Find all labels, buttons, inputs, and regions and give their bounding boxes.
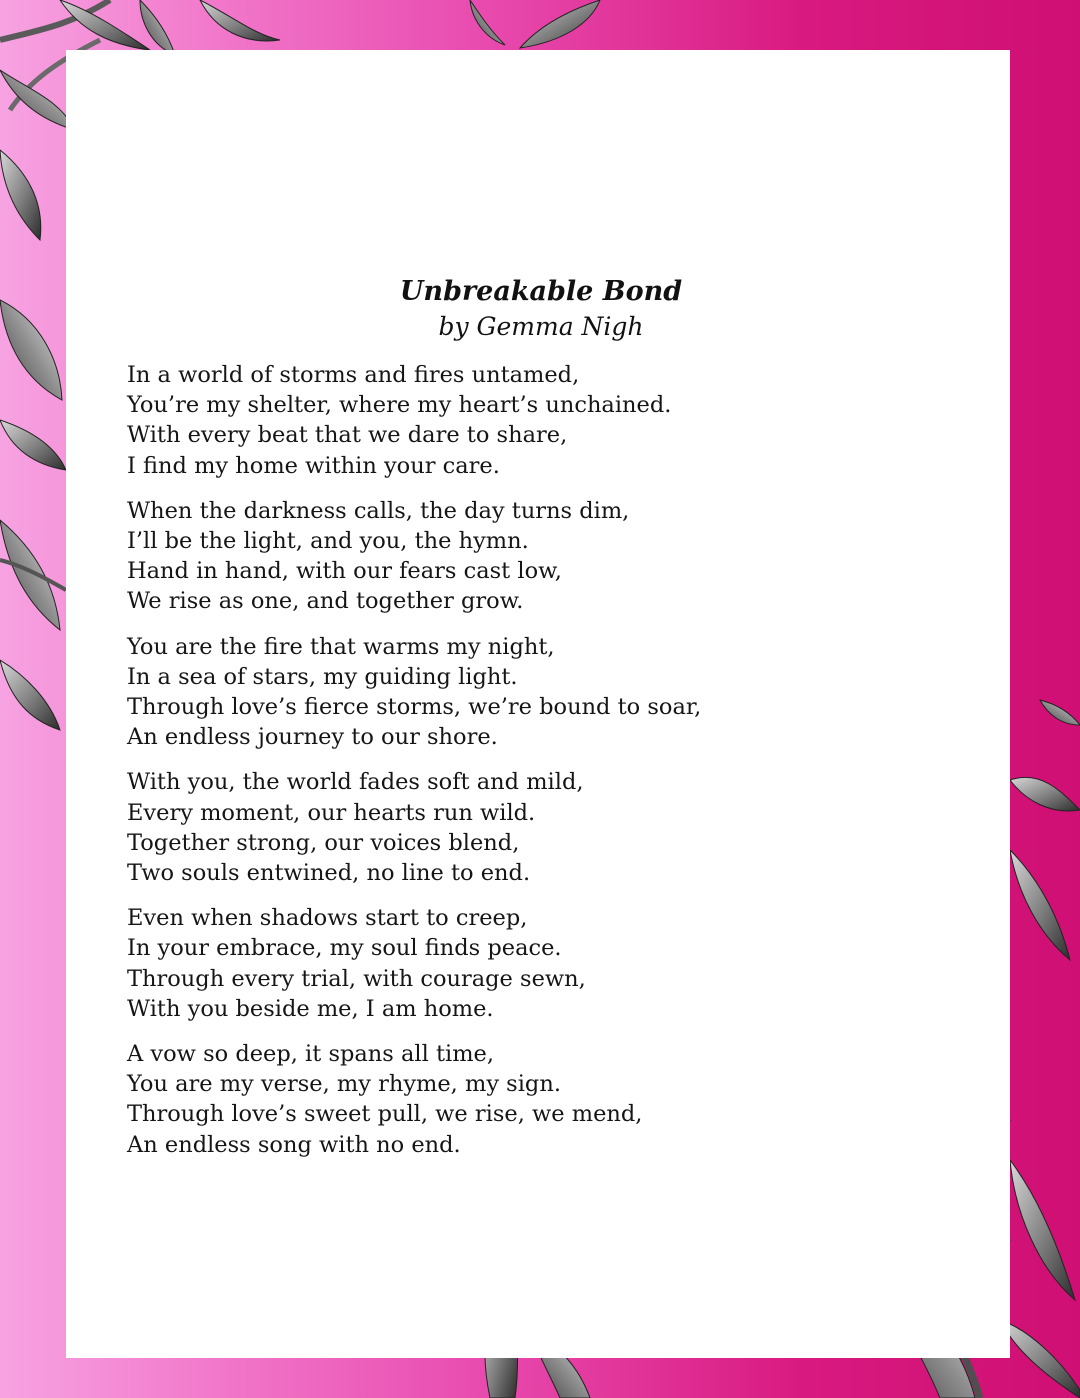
poem-line: With you, the world fades soft and mild, [127, 769, 584, 796]
stanza [127, 360, 947, 481]
stanza [127, 1039, 947, 1160]
poem-line: An endless song with no end. [127, 1131, 461, 1158]
leaf-cluster-top-center [470, 0, 600, 48]
poem-line: Through every trial, with courage sewn, [127, 965, 586, 992]
poem-line: Through love’s fierce storms, we’re bound to soar, [127, 694, 702, 721]
poem-line: Together strong, our voices blend, [127, 829, 520, 856]
stanza [127, 903, 947, 1024]
poem-line: When the darkness calls, the day turns dim, [127, 497, 630, 524]
poem-byline: by Gemma Nigh [438, 312, 644, 341]
poem-line: In a sea of stars, my guiding light. [127, 663, 518, 690]
poem-line: A vow so deep, it spans all time, [127, 1041, 494, 1068]
poem-line: You are the fire that warms my night, [127, 633, 555, 660]
poem-body [127, 360, 947, 1175]
poem-line: In a world of storms and fires untamed, [127, 362, 580, 388]
poem-line: In your embrace, my soul finds peace. [127, 935, 562, 962]
poem-line: Every moment, our hearts run wild. [127, 799, 536, 826]
leaf-cluster-right [1010, 700, 1080, 960]
leaf-cluster-left [0, 420, 66, 730]
poem-line: I find my home within your care. [127, 452, 500, 479]
poem-title: Unbreakable Bond [399, 276, 683, 307]
poem-line: I’ll be the light, and you, the hymn. [127, 528, 529, 555]
poem-page [66, 50, 1010, 1358]
poem-line: An endless journey to our shore. [127, 724, 498, 751]
stanza [127, 767, 947, 888]
poem-line: With every beat that we dare to share, [127, 422, 568, 449]
poem-line: Hand in hand, with our fears cast low, [127, 558, 562, 585]
poem-header [66, 274, 1010, 344]
poem-line: Even when shadows start to creep, [127, 905, 528, 932]
stanza [127, 632, 947, 753]
poem-line: With you beside me, I am home. [127, 995, 494, 1022]
poem-line: You are my verse, my rhyme, my sign. [127, 1071, 561, 1098]
poem-line: We rise as one, and together grow. [127, 588, 524, 615]
poem-line: Two souls entwined, no line to end. [127, 860, 531, 887]
stanza [127, 496, 947, 617]
poem-line: You’re my shelter, where my heart’s unchained. [127, 392, 672, 419]
poem-line: Through love’s sweet pull, we rise, we mend, [127, 1101, 643, 1128]
